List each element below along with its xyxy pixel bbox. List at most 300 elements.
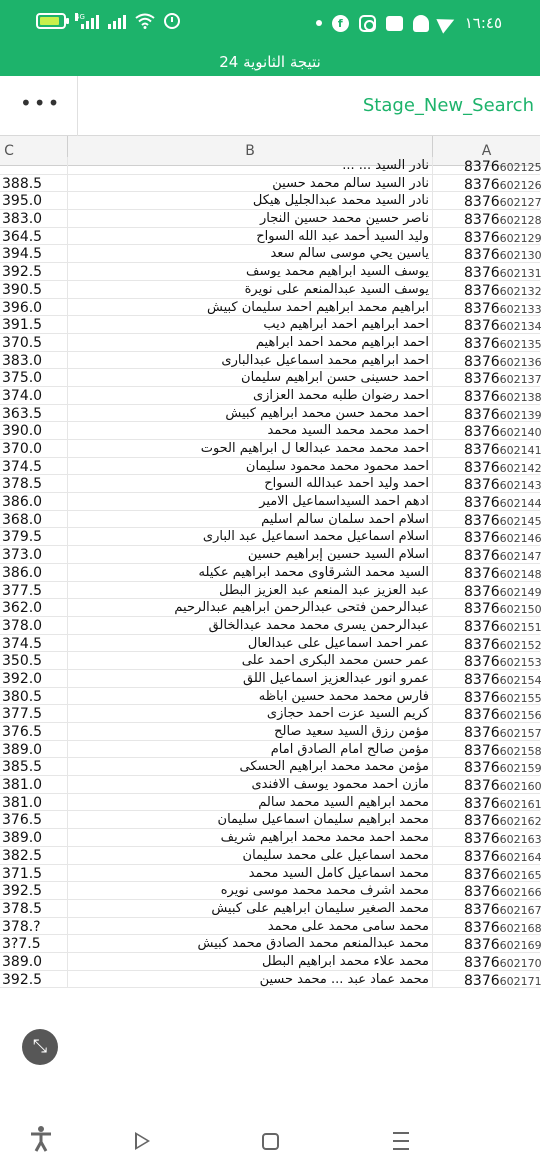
seat-number-prefix: 8376	[464, 495, 500, 512]
seat-number-suffix: 602144	[499, 497, 542, 511]
name-cell[interactable]: عمرو انور عبدالعزيز اسماعيل اللق	[67, 670, 432, 688]
seat-number-prefix: 8376	[464, 565, 500, 582]
seat-number-prefix: 8376	[464, 831, 500, 848]
name-cell[interactable]: السيد محمد الشرقاوى محمد ابراهيم عكيله	[67, 564, 432, 582]
table-row	[0, 758, 540, 776]
seat-number-cell[interactable]	[432, 263, 540, 281]
score-cell[interactable]: 370.0	[2, 441, 43, 457]
seat-number-cell[interactable]	[432, 228, 540, 246]
seat-number-cell[interactable]	[432, 387, 540, 405]
table-row	[0, 599, 540, 617]
score-cell[interactable]: 378.?	[2, 918, 41, 935]
seat-number-cell[interactable]	[432, 617, 540, 635]
seat-number-cell[interactable]	[432, 493, 540, 511]
score-cell[interactable]: 386.0	[2, 494, 43, 511]
seat-number-prefix: 8376	[464, 459, 500, 476]
seat-number-cell[interactable]	[432, 670, 540, 688]
seat-number-prefix: 8376	[464, 919, 500, 936]
score-cell[interactable]: 392.0	[2, 670, 43, 687]
table-row	[0, 352, 540, 370]
seat-number-cell[interactable]	[432, 688, 540, 706]
seat-number-prefix: 8376	[464, 689, 500, 706]
seat-number-suffix: 602129	[499, 231, 542, 245]
dot-icon	[316, 20, 322, 26]
score-cell[interactable]: 377.5	[2, 706, 43, 723]
page-title: نتيجة الثانوية 24	[219, 53, 321, 71]
score-cell[interactable]: 350.5	[2, 653, 43, 670]
status-icons-right	[316, 14, 502, 32]
score-cell[interactable]: 392.5	[2, 264, 43, 281]
name-cell[interactable]: كريم السيد عزت احمد حجازى	[67, 705, 432, 723]
seat-number-prefix: 8376	[464, 176, 500, 193]
seat-number-suffix: 602127	[499, 196, 542, 210]
seat-number-prefix: 8376	[464, 778, 500, 795]
score-cell[interactable]: 374.5	[2, 635, 43, 652]
score-cell[interactable]: 364.5	[2, 228, 43, 245]
score-cell[interactable]: 389.0	[2, 953, 43, 970]
score-cell[interactable]: 379.5	[2, 529, 43, 546]
column-header-a[interactable]: A	[432, 136, 540, 166]
score-cell[interactable]: 386.0	[2, 564, 43, 581]
name-cell[interactable]: يوسف السيد عبدالمنعم على نويرة	[67, 281, 432, 299]
score-cell[interactable]: 392.5	[2, 883, 43, 900]
chat-icon	[386, 16, 403, 31]
score-cell[interactable]: 389.0	[2, 741, 43, 758]
name-cell[interactable]: عمر احمد اسماعيل على عبدالعال	[67, 635, 432, 653]
seat-number-prefix: 8376	[464, 194, 500, 211]
seat-number-suffix: 602125	[499, 161, 542, 174]
table-row	[0, 935, 540, 953]
seat-number-prefix: 8376	[464, 512, 500, 529]
name-cell[interactable]: محمد احمد محمد محمد ابراهيم شريف	[67, 829, 432, 847]
seat-number-suffix: 602135	[499, 337, 542, 351]
seat-number-cell[interactable]	[432, 564, 540, 582]
seat-number-suffix: 602169	[499, 939, 542, 953]
seat-number-suffix: 602164	[499, 850, 542, 864]
score-cell[interactable]: 390.5	[2, 281, 43, 298]
seat-number-suffix: 602160	[499, 780, 542, 794]
seat-number-suffix: 602137	[499, 373, 542, 387]
table-row	[0, 564, 540, 582]
seat-number-suffix: 602155	[499, 691, 542, 705]
score-cell[interactable]: 381.0	[2, 794, 43, 811]
name-cell[interactable]: احمد رضوان طلبه محمد العزازى	[67, 387, 432, 405]
status-bar	[0, 0, 540, 48]
score-cell[interactable]: 376.5	[2, 812, 43, 829]
score-cell[interactable]: 378.5	[2, 476, 43, 493]
table-row	[0, 228, 540, 246]
name-cell[interactable]: محمد الصغير سليمان ابراهيم على كبيش	[67, 900, 432, 918]
name-cell[interactable]: احمد محمد محمد عبدالعا ل ابراهيم الحوت	[67, 440, 432, 458]
seat-number-cell[interactable]	[432, 352, 540, 370]
seat-number-suffix: 602136	[499, 355, 542, 369]
name-cell[interactable]: نادر السيد محمد عبدالجليل هيكل	[67, 192, 432, 210]
seat-number-prefix: 8376	[464, 884, 500, 901]
name-cell[interactable]: احمد ابراهيم محمد اسماعيل عبدالبارى	[67, 352, 432, 370]
seat-number-suffix: 602156	[499, 709, 542, 723]
seat-number-cell[interactable]	[432, 405, 540, 423]
name-cell[interactable]: احمد وليد احمد عبدالله السواح	[67, 475, 432, 493]
name-cell[interactable]: عبد العزيز عبد المنعم عبد العزيز البطل	[67, 582, 432, 600]
seat-number-cell[interactable]	[432, 281, 540, 299]
seat-number-suffix: 602162	[499, 815, 542, 829]
score-cell[interactable]: 378.5	[2, 900, 43, 917]
seat-number-cell[interactable]	[432, 440, 540, 458]
seat-number-suffix: 602148	[499, 567, 542, 581]
seat-number-prefix: 8376	[464, 866, 500, 883]
score-cell[interactable]: 381.0	[2, 777, 43, 794]
seat-number-prefix: 8376	[464, 442, 500, 458]
name-cell[interactable]: احمد ابراهيم محمد احمد ابراهيم	[67, 334, 432, 352]
name-cell[interactable]: محمد سامى محمد على محمد	[67, 918, 432, 936]
name-cell[interactable]: ياسين يحي موسى سالم سعد	[67, 245, 432, 263]
table-row	[0, 670, 540, 688]
seat-number-suffix: 602143	[499, 479, 542, 493]
table-row	[0, 865, 540, 883]
seat-number-suffix: 602141	[499, 444, 542, 457]
seat-number-suffix: 602147	[499, 550, 542, 564]
name-cell[interactable]: مؤمن رزق السيد سعيد صالح	[67, 723, 432, 741]
seat-number-cell[interactable]	[432, 369, 540, 387]
title-bar	[0, 48, 540, 76]
table-row	[0, 192, 540, 210]
name-cell[interactable]: اسلام اسماعيل محمد اسماعيل عبد البارى	[67, 528, 432, 546]
seat-number-cell[interactable]	[432, 829, 540, 847]
seat-number-cell[interactable]	[432, 192, 540, 210]
table-row	[0, 475, 540, 493]
score-cell[interactable]: 362.0	[2, 600, 43, 617]
name-cell[interactable]: ادهم احمد السيداسماعيل الامير	[67, 493, 432, 511]
seat-number-suffix: 602168	[499, 921, 542, 935]
seat-number-suffix: 602126	[499, 178, 542, 192]
seat-number-suffix: 602154	[499, 673, 542, 687]
seat-number-suffix: 602142	[499, 461, 542, 475]
table-row	[0, 387, 540, 405]
score-cell[interactable]: 373.0	[2, 547, 43, 564]
table-row	[0, 210, 540, 228]
seat-number-suffix: 602158	[499, 744, 542, 758]
score-cell[interactable]: 3?7.5	[2, 936, 41, 953]
seat-number-cell[interactable]	[432, 953, 540, 971]
seat-number-suffix: 602130	[499, 249, 542, 263]
seat-number-cell[interactable]	[432, 546, 540, 564]
seat-number-suffix: 602134	[499, 320, 542, 334]
table-row	[0, 776, 540, 794]
table-row	[0, 635, 540, 653]
rows-container	[0, 157, 540, 988]
score-cell[interactable]: 371.5	[2, 865, 43, 882]
signal-icon: 4G	[75, 13, 99, 29]
name-cell[interactable]: احمد محمد محمد السيد محمد	[67, 422, 432, 440]
seat-number-prefix: 8376	[464, 229, 500, 246]
name-cell[interactable]: مازن احمد محمود يوسف الافندى	[67, 776, 432, 794]
seat-number-prefix: 8376	[464, 159, 500, 175]
seat-number-suffix: 602165	[499, 868, 542, 882]
seat-number-prefix: 8376	[464, 548, 500, 565]
battery-icon	[36, 13, 66, 29]
table-row	[0, 316, 540, 334]
accessibility-icon[interactable]	[26, 1126, 56, 1156]
table-row	[0, 971, 540, 989]
seat-number-suffix: 602157	[499, 727, 542, 740]
seat-number-prefix: 8376	[464, 265, 500, 282]
seat-number-cell[interactable]	[432, 971, 540, 989]
status-time: ١٦:٤٥	[464, 14, 502, 32]
seat-number-cell[interactable]	[432, 705, 540, 723]
score-cell[interactable]: 391.5	[2, 317, 43, 334]
table-row	[0, 334, 540, 352]
score-cell[interactable]: 380.5	[2, 688, 43, 705]
snapchat-icon	[413, 15, 429, 32]
seat-number-cell[interactable]	[432, 900, 540, 918]
name-cell[interactable]: محمد اسماعيل على محمد سليمان	[67, 847, 432, 865]
status-icons-left	[36, 13, 180, 29]
seat-number-prefix: 8376	[464, 742, 500, 759]
seat-number-prefix: 8376	[464, 530, 500, 547]
name-cell[interactable]: ناصر حسين محمد حسين النجار	[67, 210, 432, 228]
name-cell[interactable]: احمد حسينى حسن ابراهيم سليمان	[67, 369, 432, 387]
seat-number-cell[interactable]	[432, 422, 540, 440]
seat-number-prefix: 8376	[464, 671, 500, 688]
seat-number-cell[interactable]	[432, 475, 540, 493]
score-cell[interactable]: 375.0	[2, 370, 43, 387]
seat-number-prefix: 8376	[464, 583, 500, 600]
seat-number-cell[interactable]	[432, 210, 540, 228]
seat-number-cell[interactable]	[432, 299, 540, 317]
name-cell[interactable]: وليد السيد أحمد عبد الله السواح	[67, 228, 432, 246]
seat-number-prefix: 8376	[464, 318, 500, 335]
table-row	[0, 794, 540, 812]
table-row	[0, 829, 540, 847]
name-cell[interactable]: مؤمن محمد محمد ابراهيم الحسكى	[67, 758, 432, 776]
instagram-icon	[359, 15, 376, 32]
table-row	[0, 528, 540, 546]
seat-number-suffix: 602139	[499, 408, 542, 422]
seat-number-cell[interactable]	[432, 811, 540, 829]
seat-number-prefix: 8376	[464, 937, 500, 954]
seat-number-cell[interactable]	[432, 935, 540, 953]
score-cell[interactable]: 377.5	[2, 582, 43, 599]
name-cell[interactable]: عبدالرحمن فتحى عبدالرحمن ابراهيم عبدالرحيم	[67, 599, 432, 617]
seat-number-prefix: 8376	[464, 300, 500, 317]
seat-number-suffix: 602167	[499, 903, 542, 917]
score-cell[interactable]: 376.5	[2, 724, 43, 740]
score-cell[interactable]: 392.5	[2, 971, 43, 988]
table-row	[0, 705, 540, 723]
seat-number-cell[interactable]	[432, 741, 540, 759]
table-row	[0, 493, 540, 511]
seat-number-prefix: 8376	[464, 353, 500, 370]
table-row	[0, 617, 540, 635]
seat-number-suffix: 602128	[499, 214, 542, 228]
table-row	[0, 511, 540, 529]
seat-number-prefix: 8376	[464, 424, 500, 441]
seat-number-suffix: 602161	[499, 797, 542, 811]
score-cell[interactable]: 368.0	[2, 511, 43, 528]
seat-number-suffix: 602140	[499, 426, 542, 440]
name-cell[interactable]: محمد اشرف محمد محمد موسى نويره	[67, 882, 432, 900]
seat-number-suffix: 602146	[499, 532, 542, 546]
table-row	[0, 369, 540, 387]
seat-number-cell[interactable]	[432, 723, 540, 741]
seat-number-prefix: 8376	[464, 760, 500, 777]
table-row	[0, 652, 540, 670]
facebook-icon: f	[332, 15, 349, 32]
column-header-b[interactable]: B	[67, 136, 432, 166]
recents-icon[interactable]	[386, 1126, 416, 1156]
seat-number-prefix: 8376	[464, 406, 500, 423]
table-row	[0, 811, 540, 829]
name-cell[interactable]: اسلام السيد حسين إبراهيم حسين	[67, 546, 432, 564]
name-cell[interactable]: احمد محمد حسن محمد ابراهيم كبيش	[67, 405, 432, 423]
seat-number-suffix: 602171	[499, 974, 542, 988]
name-cell[interactable]: محمد عبدالمنعم محمد الصادق محمد كبيش	[67, 935, 432, 953]
score-cell[interactable]: 382.5	[2, 847, 43, 864]
name-cell[interactable]: محمد ابراهيم سليمان اسماعيل سليمان	[67, 811, 432, 829]
seat-number-prefix: 8376	[464, 795, 500, 812]
seat-number-prefix: 8376	[464, 335, 500, 352]
score-cell[interactable]: 378.0	[2, 617, 43, 634]
score-cell[interactable]: 396.0	[2, 299, 43, 316]
score-cell[interactable]: 374.5	[2, 458, 43, 475]
table-row	[0, 688, 540, 706]
seat-number-cell[interactable]	[432, 175, 540, 193]
seat-number-suffix: 602159	[499, 762, 542, 776]
seat-number-prefix: 8376	[464, 848, 500, 865]
name-cell[interactable]: مؤمن صالح امام الصادق امام	[67, 741, 432, 759]
name-cell[interactable]: محمد عماد عبد ... محمد حسين	[67, 971, 432, 989]
name-cell[interactable]: احمد ابراهيم احمد ابراهيم ديب	[67, 316, 432, 334]
seat-number-suffix: 602132	[499, 284, 542, 298]
seat-number-prefix: 8376	[464, 477, 500, 494]
seat-number-suffix: 602145	[499, 514, 542, 528]
seat-number-prefix: 8376	[464, 901, 500, 918]
seat-number-cell[interactable]	[432, 458, 540, 476]
seat-number-cell[interactable]	[432, 635, 540, 653]
score-cell[interactable]: 385.5	[2, 759, 43, 776]
table-row	[0, 953, 540, 971]
table-row	[0, 546, 540, 564]
name-cell[interactable]: عمر حسن محمد البكرى احمد على	[67, 652, 432, 670]
name-cell[interactable]: عبدالرحمن يسرى محمد محمد عبدالخالق	[67, 617, 432, 635]
seat-number-cell[interactable]	[432, 334, 540, 352]
floating-action-button[interactable]: ⤡	[22, 1029, 58, 1065]
table-row	[0, 281, 540, 299]
seat-number-cell[interactable]	[432, 245, 540, 263]
table-row	[0, 741, 540, 759]
seat-number-suffix: 602131	[499, 267, 542, 281]
table-row	[0, 458, 540, 476]
seat-number-prefix: 8376	[464, 282, 500, 299]
seat-number-suffix: 602152	[499, 638, 542, 652]
score-cell[interactable]	[2, 157, 66, 175]
seat-number-cell[interactable]	[432, 599, 540, 617]
seat-number-cell[interactable]	[432, 847, 540, 865]
name-cell[interactable]: ابراهيم محمد ابراهيم احمد سليمان كبيش	[67, 299, 432, 317]
name-cell[interactable]: محمد علاء محمد ابراهيم البطل	[67, 953, 432, 971]
name-cell[interactable]: محمد ابراهيم السيد محمد سالم	[67, 794, 432, 812]
more-options-button[interactable]: •••	[20, 91, 62, 115]
seat-number-prefix: 8376	[464, 371, 500, 388]
seat-number-suffix: 602153	[499, 656, 542, 670]
name-cell[interactable]: يوسف السيد ابراهيم محمد يوسف	[67, 263, 432, 281]
telegram-icon	[436, 12, 457, 33]
navigation-bar	[0, 1112, 540, 1170]
table-row	[0, 440, 540, 458]
home-icon[interactable]	[255, 1126, 285, 1156]
seat-number-cell[interactable]	[432, 865, 540, 883]
toolbar	[0, 76, 540, 136]
score-cell[interactable]: 395.0	[2, 193, 43, 210]
name-cell[interactable]: فارس محمد محمد حسين اباظه	[67, 688, 432, 706]
seat-number-prefix: 8376	[464, 954, 500, 971]
table-row	[0, 405, 540, 423]
seat-number-cell[interactable]	[432, 316, 540, 334]
back-icon[interactable]	[127, 1126, 157, 1156]
seat-number-cell[interactable]	[432, 157, 540, 175]
toolbar-divider	[77, 76, 78, 136]
score-cell[interactable]: 383.0	[2, 352, 43, 369]
name-cell[interactable]: محمد اسماعيل كامل السيد محمد	[67, 865, 432, 883]
table-row	[0, 723, 540, 741]
name-cell[interactable]: نادر السيد سالم محمد حسين	[67, 175, 432, 193]
name-cell[interactable]: احمد محمود محمد محمود سليمان	[67, 458, 432, 476]
table-row	[0, 918, 540, 936]
seat-number-suffix: 602166	[499, 886, 542, 900]
seat-number-prefix: 8376	[464, 636, 500, 653]
score-cell[interactable]: 363.5	[2, 405, 43, 422]
seat-number-cell[interactable]	[432, 776, 540, 794]
table-row	[0, 175, 540, 193]
seat-number-suffix: 602138	[499, 390, 542, 404]
seat-number-prefix: 8376	[464, 654, 500, 671]
seat-number-prefix: 8376	[464, 972, 500, 989]
wifi-icon	[135, 13, 155, 29]
table-row	[0, 882, 540, 900]
seat-number-cell[interactable]	[432, 511, 540, 529]
seat-number-suffix: 602133	[499, 302, 542, 316]
signal-icon-2	[108, 13, 126, 29]
seat-number-suffix: 602170	[499, 956, 542, 970]
seat-number-cell[interactable]	[432, 528, 540, 546]
seat-number-suffix: 602150	[499, 603, 542, 617]
name-cell[interactable]: اسلام احمد سلمان سالم اسليم	[67, 511, 432, 529]
seat-number-cell[interactable]	[432, 652, 540, 670]
score-cell[interactable]: 394.5	[2, 246, 43, 263]
sheet-name-tab[interactable]: Stage_New_Search	[362, 95, 534, 116]
table-row	[0, 245, 540, 263]
score-cell[interactable]: 374.0	[2, 387, 43, 404]
seat-number-cell[interactable]	[432, 882, 540, 900]
column-header-c[interactable]: C	[4, 143, 14, 159]
score-cell[interactable]: 389.0	[2, 830, 43, 847]
seat-number-cell[interactable]	[432, 582, 540, 600]
name-cell[interactable]: نادر السيد ... ...	[67, 157, 432, 175]
seat-number-prefix: 8376	[464, 601, 500, 618]
table-row	[0, 263, 540, 281]
score-cell[interactable]: 383.0	[2, 211, 43, 228]
seat-number-cell[interactable]	[432, 794, 540, 812]
seat-number-cell[interactable]	[432, 758, 540, 776]
seat-number-prefix: 8376	[464, 212, 500, 229]
spreadsheet-grid[interactable]	[0, 158, 542, 1112]
score-cell[interactable]: 370.5	[2, 334, 43, 351]
seat-number-prefix: 8376	[464, 247, 500, 264]
seat-number-prefix: 8376	[464, 725, 500, 741]
seat-number-cell[interactable]	[432, 918, 540, 936]
score-cell[interactable]: 390.0	[2, 423, 43, 440]
score-cell[interactable]: 388.5	[2, 175, 43, 192]
